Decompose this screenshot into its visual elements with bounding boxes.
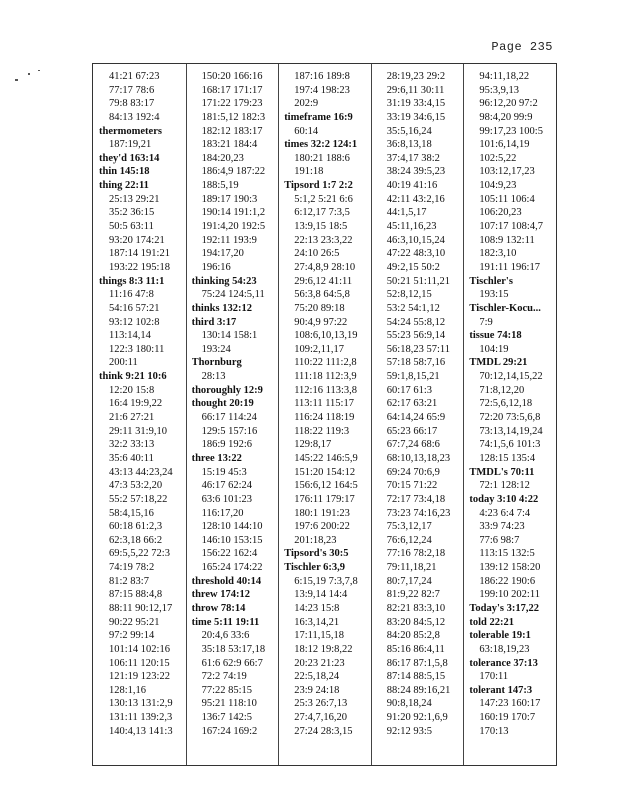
index-page-refs: 22:13 23:3,22 xyxy=(294,234,353,246)
index-page-refs: 122:3 180:11 xyxy=(109,343,165,355)
index-page-refs: 170:13 xyxy=(479,725,509,737)
scan-speck xyxy=(15,79,18,81)
index-page-refs: 156:6,12 164:5 xyxy=(294,480,358,492)
index-page-refs: 103:12,17,23 xyxy=(479,166,535,178)
index-page-refs: 69:24 70:6,9 xyxy=(386,466,440,478)
scan-speck xyxy=(28,73,30,75)
index-page-refs: 91:20 92:1,6,9 xyxy=(386,712,448,724)
index-headword-entry: thinking 54:23 xyxy=(191,275,257,287)
index-column-4 xyxy=(371,64,464,765)
index-page-refs: 183:21 184:4 xyxy=(201,139,258,151)
index-page-refs: 4:23 6:4 7:4 xyxy=(479,507,531,519)
index-page-refs: 191:4,20 192:5 xyxy=(201,221,266,233)
index-column-3 xyxy=(278,64,371,765)
index-page-refs: 90:8,18,24 xyxy=(386,698,432,710)
index-page-refs: 145:22 146:5,9 xyxy=(294,452,358,464)
index-page-refs: 113:14,14 xyxy=(109,330,151,342)
index-page-refs: 90:4,9 97:22 xyxy=(294,316,348,328)
index-headword-entry: thought 20:19 xyxy=(191,398,254,410)
index-headword-entry: TMDL 29:21 xyxy=(469,357,528,369)
index-page-refs: 104:19 xyxy=(479,343,509,355)
index-page-refs: 60:14 xyxy=(294,125,319,137)
index-page-refs: 191:11 196:17 xyxy=(479,261,540,273)
index-page-refs: 197:6 200:22 xyxy=(294,521,350,533)
index-page-refs: 90:22 95:21 xyxy=(109,616,160,628)
index-page-refs: 18:12 19:8,22 xyxy=(294,643,353,655)
index-page-refs: 107:17 108:4,7 xyxy=(479,221,543,233)
index-page-refs: 98:4,20 99:9 xyxy=(479,111,533,123)
index-page-refs: 46:3,10,15,24 xyxy=(386,234,445,246)
index-page-refs: 186:9 192:6 xyxy=(201,439,253,451)
index-page-refs: 16:3,14,21 xyxy=(294,616,340,628)
index-page-refs: 84:20 85:2,8 xyxy=(386,630,440,642)
index-page-refs: 105:11 106:4 xyxy=(479,193,535,205)
index-page-refs: 160:19 170:7 xyxy=(479,712,536,724)
index-page-refs: 93:20 174:21 xyxy=(109,234,165,246)
index-headword-entry: Tischler-Kocu... xyxy=(469,302,541,314)
index-headword-entry: told 22:21 xyxy=(469,616,514,628)
index-page-refs: 187:14 191:21 xyxy=(109,248,170,260)
index-column-2 xyxy=(186,64,279,765)
index-page-refs: 72:17 73:4,18 xyxy=(386,493,446,505)
index-page-refs: 29:6,12 41:11 xyxy=(294,275,353,287)
index-page-refs: 56:3,8 64:5,8 xyxy=(294,289,350,301)
index-page-refs: 189:17 190:3 xyxy=(201,193,258,205)
index-page-refs: 72:5,6,12,18 xyxy=(479,398,533,410)
index-page-refs: 170:11 xyxy=(479,671,509,683)
index-page-refs: 128:1,16 xyxy=(109,684,147,696)
index-page-refs: 81:9,22 82:7 xyxy=(386,589,440,601)
index-page-refs: 136:7 142:5 xyxy=(201,712,253,724)
index-page-refs: 20:4,6 33:6 xyxy=(201,630,250,642)
index-page-refs: 110:22 111:2,8 xyxy=(294,357,357,369)
index-headword-entry: Thornburg xyxy=(191,357,242,369)
index-headword-entry: Tischler 6:3,9 xyxy=(284,562,346,574)
index-page-refs: 38:24 39:5,23 xyxy=(386,166,446,178)
index-page-refs: 113:15 132:5 xyxy=(479,548,535,560)
index-page-refs: 130:13 131:2,9 xyxy=(109,698,173,710)
index-page-refs: 11:16 47:8 xyxy=(109,289,154,301)
index-page-refs: 139:12 158:20 xyxy=(479,562,541,574)
index-page-refs: 60:18 61:2,3 xyxy=(109,521,163,533)
index-page-refs: 62:17 63:21 xyxy=(386,398,438,410)
index-page-refs: 77:16 78:2,18 xyxy=(386,548,446,560)
index-page-refs: 59:1,8,15,21 xyxy=(386,371,440,383)
index-page-refs: 75:24 124:5,11 xyxy=(201,289,265,301)
index-page-refs: 61:6 62:9 66:7 xyxy=(201,657,263,669)
index-page-refs: 94:11,18,22 xyxy=(479,71,530,82)
index-page-refs: 93:12 102:8 xyxy=(109,316,160,328)
index-page-refs: 46:17 62:24 xyxy=(201,480,253,492)
index-page-refs: 109:2,11,17 xyxy=(294,343,344,355)
index-page-refs: 43:13 44:23,24 xyxy=(109,466,173,478)
index-page-refs: 186:4,9 187:22 xyxy=(201,166,266,178)
index-page-refs: 72:2 74:19 xyxy=(201,671,247,683)
index-page-refs: 116:24 118:19 xyxy=(294,412,355,424)
index-page-refs: 13:9,14 14:4 xyxy=(294,589,348,601)
index-page-refs: 63:18,19,23 xyxy=(479,643,530,655)
index-page-refs: 167:24 169:2 xyxy=(201,725,258,737)
index-headword-entry: timeframe 16:9 xyxy=(284,111,353,123)
index-headword-entry: throw 78:14 xyxy=(191,602,246,614)
index-page-refs: 64:14,24 65:9 xyxy=(386,412,446,424)
index-headword-entry: today 3:10 4:22 xyxy=(469,493,539,505)
index-page-refs: 27:4,8,9 28:10 xyxy=(294,261,356,273)
index-page-refs: 201:18,23 xyxy=(294,534,337,546)
index-page-refs: 191:18 xyxy=(294,166,324,178)
index-page-refs: 196:16 xyxy=(201,261,231,273)
index-page-refs: 54:24 55:8,12 xyxy=(386,316,446,328)
index-page-refs: 44:1,5,17 xyxy=(386,207,427,219)
index-page-refs: 58:4,15,16 xyxy=(109,507,154,519)
index-column-5 xyxy=(463,64,556,765)
index-page-refs: 88:11 90:12,17 xyxy=(109,602,173,614)
index-page-refs: 69:5,5,22 72:3 xyxy=(109,548,170,560)
index-page-refs: 50:5 63:11 xyxy=(109,221,154,233)
index-headword-entry: tissue 74:18 xyxy=(469,330,522,342)
index-page-refs: 28:13 xyxy=(201,371,226,383)
index-page-refs: 12:20 15:8 xyxy=(109,384,155,396)
index-page-refs: 181:5,12 182:3 xyxy=(201,111,266,123)
index-headword-entry: Today's 3:17,22 xyxy=(469,602,540,614)
index-page-refs: 54:16 57:21 xyxy=(109,302,160,314)
index-headword-entry: they'd 163:14 xyxy=(99,152,160,164)
index-page-refs: 16:4 19:9,22 xyxy=(109,398,163,410)
index-page-refs: 113:11 115:17 xyxy=(294,398,354,410)
index-page-refs: 121:19 123:22 xyxy=(109,671,170,683)
index-page-refs: 180:21 188:6 xyxy=(294,152,350,164)
index-page-refs: 20:23 21:23 xyxy=(294,657,345,669)
index-page-refs: 102:5,22 xyxy=(479,152,517,164)
index-page-refs: 77:17 78:6 xyxy=(109,84,155,96)
index-page-refs: 68:10,13,18,23 xyxy=(386,452,451,464)
index-page-refs: 28:19,23 29:2 xyxy=(386,71,446,82)
index-headword-entry: tolerance 37:13 xyxy=(469,657,538,669)
index-page-refs: 40:19 41:16 xyxy=(386,180,438,192)
index-page-refs: 50:21 51:11,21 xyxy=(386,275,450,287)
index-page-refs: 35:2 36:15 xyxy=(109,207,155,219)
index-page-refs: 66:17 114:24 xyxy=(201,412,257,424)
index-page-refs: 29:11 31:9,10 xyxy=(109,425,167,437)
scan-speck xyxy=(38,70,40,71)
index-page-refs: 101:6,14,19 xyxy=(479,139,530,151)
index-page-refs: 5:1,2 5:21 6:6 xyxy=(294,193,353,205)
index-headword-entry: third 3:17 xyxy=(191,316,237,328)
index-page-refs: 7:9 xyxy=(479,316,493,328)
index-headword-entry: Tipsord's 30:5 xyxy=(284,548,349,560)
index-page-refs: 184:20,23 xyxy=(201,152,244,164)
index-page-refs: 82:21 83:3,10 xyxy=(386,602,446,614)
index-page-refs: 53:2 54:1,12 xyxy=(386,302,440,314)
index-page-refs: 84:13 192:4 xyxy=(109,111,160,123)
index-page-refs: 29:6,11 30:11 xyxy=(386,84,445,96)
index-page-refs: 187:16 189:8 xyxy=(294,71,350,82)
index-page-refs: 33:9 74:23 xyxy=(479,521,525,533)
index-page-refs: 106:20,23 xyxy=(479,207,522,219)
index-page-refs: 73:23 74:16,23 xyxy=(386,507,451,519)
index-page-refs: 151:20 154:12 xyxy=(294,466,356,478)
index-page-refs: 182:3,10 xyxy=(479,248,517,260)
index-page-refs: 67:7,24 68:6 xyxy=(386,439,440,451)
index-page-refs: 72:1 128:12 xyxy=(479,480,530,492)
index-page-refs: 52:8,12,15 xyxy=(386,289,432,301)
index-page-refs: 193:15 xyxy=(479,289,509,301)
index-page-refs: 129:5 157:16 xyxy=(201,425,258,437)
index-page-refs: 171:22 179:23 xyxy=(201,98,263,110)
index-page-refs: 80:7,17,24 xyxy=(386,575,432,587)
index-page-refs: 96:12,20 97:2 xyxy=(479,98,538,110)
index-headword-entry: TMDL's 70:11 xyxy=(469,466,535,478)
index-page-refs: 83:20 84:5,12 xyxy=(386,616,446,628)
index-page-refs: 74:1,5,6 101:3 xyxy=(479,439,541,451)
index-page-refs: 74:19 78:2 xyxy=(109,562,155,574)
index-page-refs: 35:5,16,24 xyxy=(386,125,432,137)
index-page-refs: 150:20 166:16 xyxy=(201,71,263,82)
index-headword-entry: threw 174:12 xyxy=(191,589,251,601)
index-page-refs: 88:24 89:16,21 xyxy=(386,684,451,696)
index-page-refs: 104:9,23 xyxy=(479,180,517,192)
index-page-refs: 202:9 xyxy=(294,98,319,110)
index-page-refs: 116:17,20 xyxy=(201,507,244,519)
index-page-refs: 77:22 85:15 xyxy=(201,684,253,696)
index-page-refs: 70:15 71:22 xyxy=(386,480,438,492)
index-page-refs: 79:11,18,21 xyxy=(386,562,437,574)
index-headword-entry: thin 145:18 xyxy=(99,166,150,178)
index-page-refs: 99:17,23 100:5 xyxy=(479,125,543,137)
index-page-refs: 49:2,15 50:2 xyxy=(386,261,440,273)
index-page-refs: 33:19 34:6,15 xyxy=(386,111,446,123)
index-page-refs: 6:12,17 7:3,5 xyxy=(294,207,350,219)
index-page-refs: 70:12,14,15,22 xyxy=(479,371,543,383)
index-headword-entry: think 9:21 10:6 xyxy=(99,371,167,383)
index-page-refs: 42:11 43:2,16 xyxy=(386,193,445,205)
index-page-refs: 35:6 40:11 xyxy=(109,452,154,464)
index-page-refs: 56:18,23 57:11 xyxy=(386,343,450,355)
index-page-refs: 24:10 26:5 xyxy=(294,248,340,260)
index-headword-entry: threshold 40:14 xyxy=(191,575,262,587)
index-page-refs: 92:12 93:5 xyxy=(386,725,432,737)
index-page-refs: 106:11 120:15 xyxy=(109,657,170,669)
index-page-refs: 65:23 66:17 xyxy=(386,425,438,437)
index-page-refs: 47:3 53:2,20 xyxy=(109,480,163,492)
index-page-refs: 130:14 158:1 xyxy=(201,330,258,342)
index-column-1 xyxy=(93,64,186,765)
index-page-refs: 27:24 28:3,15 xyxy=(294,725,353,737)
index-page-refs: 57:18 58:7,16 xyxy=(386,357,446,369)
index-page-refs: 75:20 89:18 xyxy=(294,302,345,314)
index-page-refs: 71:8,12,20 xyxy=(479,384,525,396)
index-page-refs: 62:3,18 66:2 xyxy=(109,534,163,546)
index-page-refs: 197:4 198:23 xyxy=(294,84,350,96)
index-page-refs: 140:4,13 141:3 xyxy=(109,725,173,737)
index-headword-entry: Tipsord 1:7 2:2 xyxy=(284,180,353,192)
index-page-refs: 77:6 98:7 xyxy=(479,534,520,546)
index-page-refs: 128:10 144:10 xyxy=(201,521,263,533)
index-page-refs: 31:19 33:4,15 xyxy=(386,98,446,110)
page-number-label: Page 235 xyxy=(491,40,553,54)
index-page-refs: 15:19 45:3 xyxy=(201,466,247,478)
index-page-refs: 41:21 67:23 xyxy=(109,71,160,82)
index-headword-entry: times 32:2 124:1 xyxy=(284,139,358,151)
index-headword-entry: thoroughly 12:9 xyxy=(191,384,263,396)
index-page-refs: 47:22 48:3,10 xyxy=(386,248,446,260)
index-page-refs: 165:24 174:22 xyxy=(201,562,263,574)
index-page-refs: 81:2 83:7 xyxy=(109,575,149,587)
index-headword-entry: time 5:11 19:11 xyxy=(191,616,260,628)
index-page-refs: 17:11,15,18 xyxy=(294,630,344,642)
index-page-refs: 86:17 87:1,5,8 xyxy=(386,657,448,669)
index-page-refs: 182:12 183:17 xyxy=(201,125,263,137)
index-page-refs: 76:6,12,24 xyxy=(386,534,432,546)
index-headword-entry: Tischler's xyxy=(469,275,513,287)
index-page-refs: 200:11 xyxy=(109,357,138,369)
index-page-refs: 22:5,18,24 xyxy=(294,671,340,683)
index-page-refs: 13:9,15 18:5 xyxy=(294,221,348,233)
index-page-refs: 37:4,17 38:2 xyxy=(386,152,440,164)
index-page-refs: 6:15,19 7:3,7,8 xyxy=(294,575,358,587)
index-page-refs: 55:23 56:9,14 xyxy=(386,330,446,342)
index-page-refs: 14:23 15:8 xyxy=(294,602,340,614)
index-headword-entry: thing 22:11 xyxy=(99,180,149,192)
index-headword-entry: thinks 132:12 xyxy=(191,302,252,314)
index-page-refs: 180:1 191:23 xyxy=(294,507,350,519)
index-page-refs: 27:4,7,16,20 xyxy=(294,712,347,724)
index-page-refs: 79:8 83:17 xyxy=(109,98,155,110)
index-page-refs: 25:3 26:7,13 xyxy=(294,698,348,710)
index-headword-entry: tolerable 19:1 xyxy=(469,630,531,642)
index-table xyxy=(92,63,557,766)
index-page-refs: 35:18 53:17,18 xyxy=(201,643,266,655)
index-page-refs: 55:2 57:18,22 xyxy=(109,493,168,505)
index-page-refs: 118:22 119:3 xyxy=(294,425,350,437)
index-page-refs: 101:14 102:16 xyxy=(109,643,170,655)
index-page-refs: 95:21 118:10 xyxy=(201,698,257,710)
index-page-refs: 32:2 33:13 xyxy=(109,439,155,451)
index-page-refs: 188:5,19 xyxy=(201,180,239,192)
index-page-refs: 129:8,17 xyxy=(294,439,332,451)
index-page-refs: 97:2 99:14 xyxy=(109,630,155,642)
index-page-refs: 111:18 112:3,9 xyxy=(294,371,357,383)
index-page-refs: 192:11 193:9 xyxy=(201,234,257,246)
index-page-refs: 21:6 27:21 xyxy=(109,412,155,424)
index-page-refs: 36:8,13,18 xyxy=(386,139,432,151)
index-headword-entry: three 13:22 xyxy=(191,452,242,464)
index-page-refs: 193:22 195:18 xyxy=(109,261,170,273)
index-page-refs: 112:16 113:3,8 xyxy=(294,384,357,396)
index-page-refs: 75:3,12,17 xyxy=(386,521,432,533)
index-page-refs: 147:23 160:17 xyxy=(479,698,541,710)
index-page-refs: 128:15 135:4 xyxy=(479,452,536,464)
index-headword-entry: thermometers xyxy=(99,125,162,137)
index-headword-entry: things 8:3 11:1 xyxy=(99,275,165,287)
index-page-refs: 190:14 191:1,2 xyxy=(201,207,266,219)
index-page-refs: 176:11 179:17 xyxy=(294,493,355,505)
index-page-refs: 45:11,16,23 xyxy=(386,221,437,233)
index-page-refs: 60:17 61:3 xyxy=(386,384,432,396)
index-page-refs: 131:11 139:2,3 xyxy=(109,712,173,724)
index-page-refs: 87:15 88:4,8 xyxy=(109,589,163,601)
index-page-refs: 186:22 190:6 xyxy=(479,575,536,587)
index-page-refs: 63:6 101:23 xyxy=(201,493,253,505)
index-page-refs: 95:3,9,13 xyxy=(479,84,520,96)
index-page-refs: 23:9 24:18 xyxy=(294,684,340,696)
index-page-refs: 25:13 29:21 xyxy=(109,193,160,205)
index-page-refs: 168:17 171:17 xyxy=(201,84,263,96)
index-page-refs: 194:17,20 xyxy=(201,248,244,260)
index-page-refs: 72:20 73:5,6,8 xyxy=(479,412,541,424)
index-page-refs: 193:24 xyxy=(201,343,231,355)
index-page-refs: 108:6,10,13,19 xyxy=(294,330,358,342)
index-page-refs: 199:10 202:11 xyxy=(479,589,540,601)
index-page-refs: 87:14 88:5,15 xyxy=(386,671,446,683)
index-page-refs: 85:16 86:4,11 xyxy=(386,643,445,655)
index-page-refs: 187:19,21 xyxy=(109,139,152,151)
index-page-refs: 73:13,14,19,24 xyxy=(479,425,543,437)
index-headword-entry: tolerant 147:3 xyxy=(469,684,533,696)
index-page-refs: 156:22 162:4 xyxy=(201,548,258,560)
index-page-refs: 108:9 132:11 xyxy=(479,234,535,246)
index-page-refs: 146:10 153:15 xyxy=(201,534,263,546)
